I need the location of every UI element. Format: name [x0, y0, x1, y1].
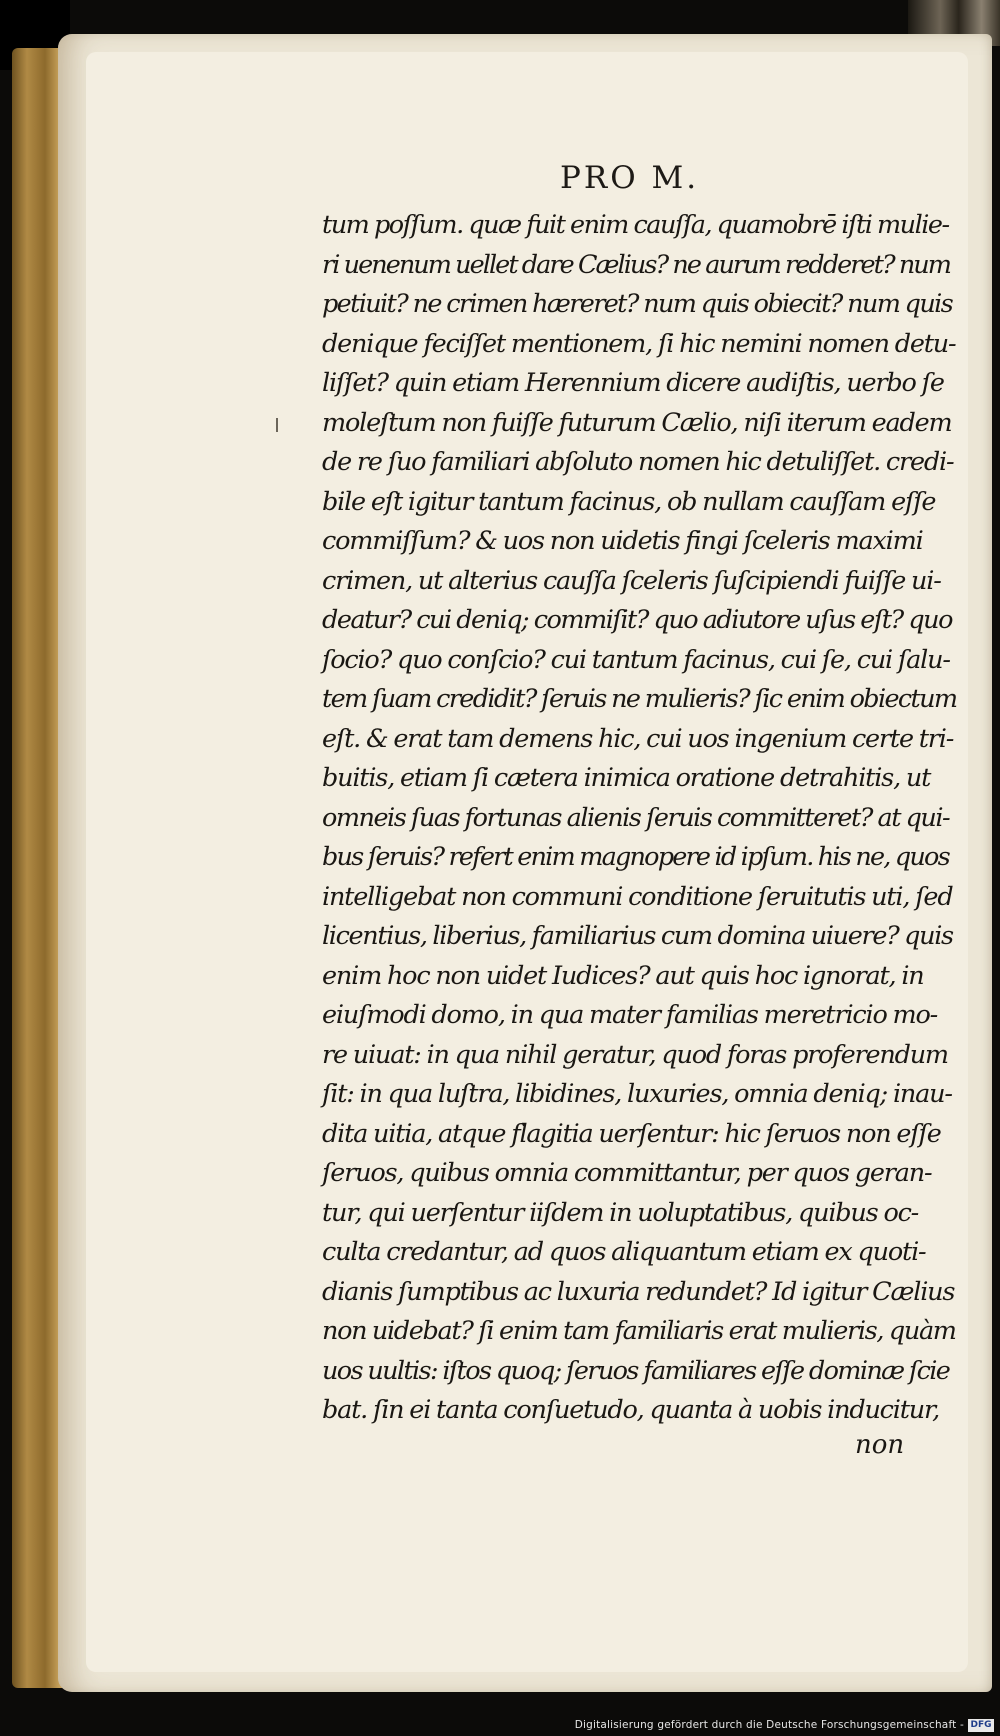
text-block [322, 206, 956, 1431]
text-line: eſt. & erat tam demens hic, cui uos ingenium certe tri- [322, 723, 954, 754]
text-line: intelligebat non communi conditione ſeruitutis uti, ſed [322, 881, 953, 912]
text-line: moleſtum non fuiſſe futurum Cælio, niſi iterum eadem [322, 407, 952, 438]
text-line: non uidebat? ſi enim tam familiaris erat mulieris, quàm [322, 1316, 956, 1346]
text-line: ſit: in qua luſtra, libidines, luxuries, omnia deniq; inau- [322, 1079, 952, 1109]
text-line: eiuſmodi domo, in qua mater familias meretricio mo- [322, 1000, 938, 1030]
text-line: dita uitia, atque flagitia uerſentur: hic ſeruos non eſſe [322, 1118, 941, 1149]
text-line: ri uenenum uellet dare Cælius? ne aurum redderet? num [322, 249, 951, 280]
text-line: culta credantur, ad quos aliquantum etiam ex quoti- [322, 1237, 926, 1267]
text-line: dianis ſumptibus ac luxuria redundet? Id igitur Cælius [322, 1276, 955, 1307]
text-line: crimen, ut alterius cauſſa ſceleris ſuſcipiendi fuiſſe ui- [322, 565, 941, 596]
running-head: PRO M. [560, 160, 700, 196]
catchword: non [855, 1430, 905, 1460]
text-line: ſocio? quo conſcio? cui tantum facinus, cui ſe, cui ſalu- [322, 644, 950, 675]
funding-credit: Digitalisierung gefördert durch die Deutsche Forschungsgemeinschaft - [574, 1719, 964, 1731]
text-line: tem ſuam credidit? ſeruis ne mulieris? ſic enim obiectum [322, 684, 957, 714]
text-line: de re ſuo familiari abſoluto nomen hic detuliſſet. credi- [322, 447, 954, 477]
text-line: uos uultis: iſtos quoq; ſeruos familiares eſſe dominæ ſcie [322, 1355, 950, 1386]
text-line: bus ſeruis? refert enim magnopere id ipſum. his ne, quos [322, 842, 949, 872]
text-line: liſſet? quin etiam Herennium dicere audiſtis, uerbo ſe [322, 368, 944, 398]
text-line: enim hoc non uidet Iudices? aut quis hoc ignorat, in [322, 960, 924, 991]
text-line: omneis ſuas fortunas alienis ſeruis committeret? at qui- [322, 802, 950, 833]
text-line: denique feciſſet mentionem, ſi hic nemini nomen detu- [322, 328, 956, 359]
text-line: deatur? cui deniq; commiſit? quo adiutore uſus eſt? quo [322, 605, 952, 635]
text-line: petiuit? ne crimen hæreret? num quis obiecit? num quis [322, 289, 953, 319]
text-line: licentius, liberius, familiarius cum domina uiuere? quis [322, 921, 953, 951]
text-line: tum poſſum. quæ fuit enim cauſſa, quamobrē iſti mulie- [322, 210, 949, 240]
text-line: ſeruos, quibus omnia committantur, per quos geran- [322, 1158, 932, 1188]
text-line: re uiuat: in qua nihil geratur, quod foras proferendum [322, 1039, 948, 1070]
text-line: bat. ſin ei tanta conſuetudo, quanta à uobis inducitur, [322, 1395, 940, 1425]
dfg-logo: DFG [968, 1719, 994, 1732]
text-line: bile eſt igitur tantum facinus, ob nullam cauſſam eſſe [322, 486, 936, 517]
text-line: commiſſum? & uos non uidetis fingi ſceleris maximi [322, 526, 923, 556]
text-line: tur, qui uerſentur iiſdem in uoluptatibus, quibus oc- [322, 1197, 919, 1228]
text-line: buitis, etiam ſi cætera inimica oratione detrahitis, ut [322, 763, 931, 793]
margin-mark [276, 418, 278, 432]
